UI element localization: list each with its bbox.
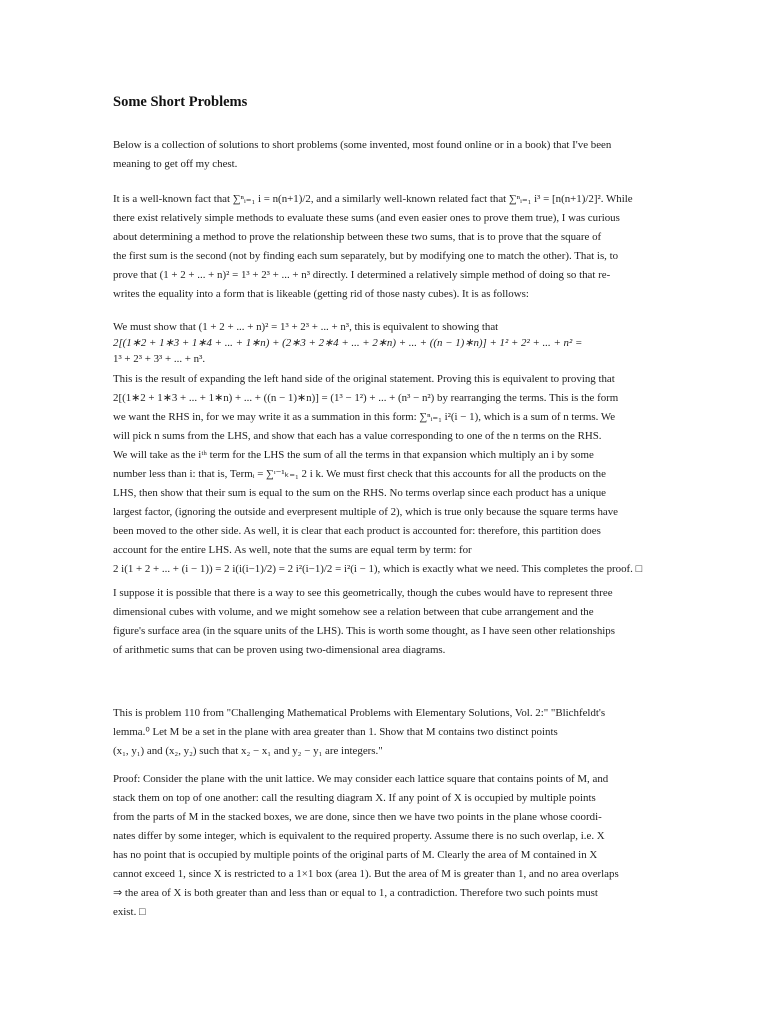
text-line: (x₁, y₁) and (x₂, y₂) such that x₂ − x₁ and y₂ − y₁ are integers."	[113, 745, 383, 757]
text-line: from the parts of M in the stacked boxes, we are done, since then we have two points in the plane whose coordi-	[113, 811, 602, 823]
text-line: It is a well-known fact that ∑ⁿᵢ₌₁ i = n(n+1)/2, and a similarly well-known related fact that ∑ⁿᵢ₌₁ i³ = [n(n+1)/2]². While	[113, 193, 633, 205]
text-line: We will take as the iᵗʰ term for the LHS the sum of all the terms in that expansion which multiply an i by some	[113, 449, 594, 461]
text-line: meaning to get off my chest.	[113, 158, 238, 170]
text-line: account for the entire LHS. As well, note that the sums are equal term by term: for	[113, 544, 472, 556]
page-title: Some Short Problems	[113, 94, 248, 110]
text-line: the first sum is the second (not by finding each sum separately, but by modifying one to match the other). That is, to	[113, 250, 619, 262]
geometric-remark-paragraph	[113, 584, 693, 660]
text-line: about determining a method to prove the relationship between these two sums, that is to prove that the square of	[113, 231, 602, 243]
equation-line: 1³ + 2³ + 3³ + ... + n³.	[113, 353, 206, 365]
text-line: LHS, then show that their sum is equal to the sum on the RHS. No terms overlap since each product has a unique	[113, 487, 607, 499]
text-line: stack them on top of one another: call the resulting diagram X. If any point of X is occupied by multiple points	[113, 792, 596, 804]
proof-paragraph	[113, 370, 693, 579]
text-line: number less than i: that is, Termᵢ = ∑ᶦ⁻¹ₖ₌₁ 2 i k. We must first check that this accounts for all the products on the	[113, 468, 606, 480]
text-line: ⇒ the area of X is both greater than and less than or equal to 1, a contradiction. Therefore two such points must	[113, 887, 598, 899]
text-line: prove that (1 + 2 + ... + n)² = 1³ + 2³ + ... + n³ directly. I determined a relatively simple method of doing so that re-	[113, 269, 611, 281]
text-line: exist. □	[113, 906, 146, 918]
text-line: I suppose it is possible that there is a way to see this geometrically, though the cubes would have to represent three	[113, 587, 613, 599]
problem-statement-paragraph	[113, 704, 693, 761]
text-line: there exist relatively simple methods to evaluate these sums (and even easier ones to prove them true), I was curious	[113, 212, 620, 224]
text-line: writes the equality into a form that is likeable (getting rid of those nasty cubes). It is as follows:	[113, 288, 529, 300]
text-line: been moved to the other side. As well, it is clear that each product is accounted for: therefore, this partition does	[113, 525, 601, 537]
text-line: 2 i(1 + 2 + ... + (i − 1)) = 2 i(i(i−1)/2) = 2 i²(i−1)/2 = i²(i − 1), which is exactly what we need. This completes the proof. □	[113, 563, 643, 575]
text-line: has no point that is occupied by multiple points of the original parts of M. Clearly the area of M contained in X	[113, 849, 598, 861]
text-line: will pick n sums from the LHS, and show that each has a value corresponding to one of the n terms on the RHS.	[113, 430, 602, 442]
text-line: figure's surface area (in the square units of the LHS). This is worth some thought, as I have seen other relationships	[113, 625, 615, 637]
lattice-proof-paragraph	[113, 770, 693, 922]
text-line: Below is a collection of solutions to short problems (some invented, most found online or in a book) that I've been	[113, 139, 612, 151]
text-line: lemma.⁰ Let M be a set in the plane with area greater than 1. Show that M contains two distinct points	[113, 726, 558, 738]
text-line: This is the result of expanding the left hand side of the original statement. Proving this is equivalent to proving that	[113, 373, 615, 385]
text-line: This is problem 110 from "Challenging Mathematical Problems with Elementary Solutions, Vol. 2:" "Blichfeldt's	[113, 707, 606, 719]
text-line: 2[(1∗2 + 1∗3 + ... + 1∗n) + ... + ((n − 1)∗n)] = (1³ − 1²) + ... + (n³ − n²) by rearranging the terms. This is the form	[113, 392, 619, 404]
sum-fact-paragraph	[113, 190, 693, 304]
equation-line: 2[(1∗2 + 1∗3 + 1∗4 + ... + 1∗n) + (2∗3 + 2∗4 + ... + 2∗n) + ... + ((n − 1)∗n)] + 1² + 2² + ... + n² =	[113, 337, 583, 349]
text-line: of arithmetic sums that can be proven using two-dimensional area diagrams.	[113, 644, 446, 656]
text-line: largest factor, (ignoring the outside and everpresent multiple of 2), which is true only because the square terms have	[113, 506, 619, 518]
intro-paragraph	[113, 136, 693, 174]
text-line: Proof: Consider the plane with the unit lattice. We may consider each lattice square that contains points of M, and	[113, 773, 609, 785]
text-line: we want the RHS in, for we may write it as a summation in this form: ∑ⁿᵢ₌₁ i²(i − 1), which is a sum of n terms. We	[113, 411, 616, 423]
text-line: nates differ by some integer, which is equivalent to the required property. Assume there is no such overlap, i.e. X	[113, 830, 605, 842]
equation-line: We must show that (1 + 2 + ... + n)² = 1³ + 2³ + ... + n³, this is equivalent to showing that	[113, 321, 499, 333]
text-line: cannot exceed 1, since X is restricted to a 1×1 box (area 1). But the area of M is greater than 1, and no area overlaps	[113, 868, 619, 880]
text-line: dimensional cubes with volume, and we might somehow see a relation between that cube arrangement and the	[113, 606, 594, 618]
